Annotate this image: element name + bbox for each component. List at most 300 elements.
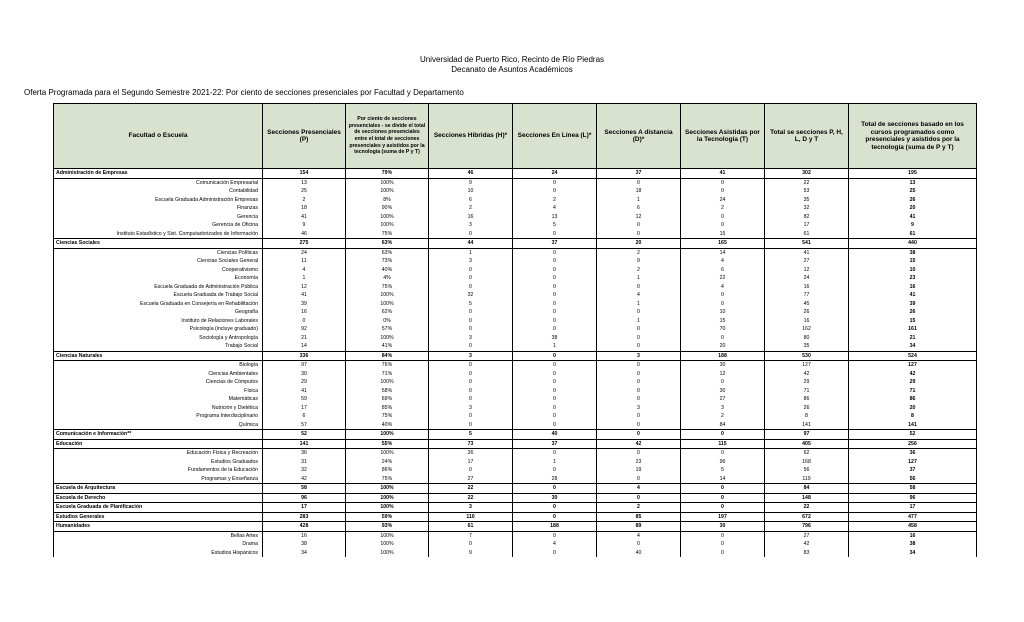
cell-tech-assisted: 30 xyxy=(681,522,765,532)
cell-presential: 92 xyxy=(263,325,346,334)
cell-total-p-t: 39 xyxy=(849,300,977,309)
faculty-row xyxy=(54,239,977,249)
cell-total-all: 82 xyxy=(765,213,849,222)
cell-hybrid: 0 xyxy=(429,308,513,317)
cell-distance: 1 xyxy=(597,274,681,283)
cell-total-all: 35 xyxy=(765,342,849,351)
cell-online: 0 xyxy=(513,449,597,458)
cell-hybrid: 0 xyxy=(429,378,513,387)
cell-percent: 58% xyxy=(346,387,429,396)
cell-name: Fundamentos de la Educación xyxy=(54,466,263,475)
cell-presential: 38 xyxy=(263,540,346,549)
cell-name: Química xyxy=(54,421,263,430)
cell-distance: 37 xyxy=(597,169,681,179)
cell-distance: 0 xyxy=(597,412,681,421)
cell-name: Biología xyxy=(54,361,263,370)
cell-total-p-t: 141 xyxy=(849,421,977,430)
cell-percent: 71% xyxy=(346,370,429,379)
cell-hybrid: 61 xyxy=(429,522,513,532)
cell-presential: 58 xyxy=(263,484,346,494)
cell-name: Escuela Graduada Administración Empresas xyxy=(54,196,263,205)
cell-hybrid: 3 xyxy=(429,257,513,266)
cell-percent: 100% xyxy=(346,334,429,343)
cell-online: 0 xyxy=(513,257,597,266)
department-row xyxy=(54,370,977,379)
cell-tech-assisted: 0 xyxy=(681,484,765,494)
cell-total-p-t: 13 xyxy=(849,178,977,187)
cell-hybrid: 0 xyxy=(429,421,513,430)
cell-name: Comunicación Empresarial xyxy=(54,178,263,187)
department-row xyxy=(54,300,977,309)
cell-hybrid: 22 xyxy=(429,493,513,503)
cell-total-all: 162 xyxy=(765,325,849,334)
cell-presential: 283 xyxy=(263,512,346,522)
cell-total-all: 86 xyxy=(765,395,849,404)
cell-distance: 3 xyxy=(597,351,681,361)
cell-online: 0 xyxy=(513,274,597,283)
department-row xyxy=(54,221,977,230)
department-row xyxy=(54,395,977,404)
cell-percent: 55% xyxy=(346,439,429,449)
cell-total-p-t: 8 xyxy=(849,412,977,421)
col-header-hybrid: Secciones Híbridas (H)* xyxy=(429,104,513,169)
cell-total-all: 27 xyxy=(765,531,849,540)
cell-presential: 336 xyxy=(263,351,346,361)
cell-distance: 0 xyxy=(597,395,681,404)
cell-online: 1 xyxy=(513,342,597,351)
cell-percent: 4% xyxy=(346,274,429,283)
cell-name: Contabilidad xyxy=(54,187,263,196)
cell-tech-assisted: 10 xyxy=(681,308,765,317)
cell-online: 0 xyxy=(513,387,597,396)
cell-total-p-t: 20 xyxy=(849,404,977,413)
cell-tech-assisted: 14 xyxy=(681,248,765,257)
cell-presential: 12 xyxy=(263,283,346,292)
department-row xyxy=(54,196,977,205)
cell-hybrid: 0 xyxy=(429,274,513,283)
cell-total-all: 127 xyxy=(765,361,849,370)
cell-presential: 0 xyxy=(263,317,346,326)
cell-name: Escuela Graduada de Planificación xyxy=(54,503,263,513)
cell-name: Ciencias Sociales General xyxy=(54,257,263,266)
cell-percent: 100% xyxy=(346,531,429,540)
cell-total-all: 22 xyxy=(765,503,849,513)
cell-percent: 41% xyxy=(346,342,429,351)
cell-presential: 42 xyxy=(263,475,346,484)
cell-online: 28 xyxy=(513,475,597,484)
cell-total-all: 541 xyxy=(765,239,849,249)
cell-presential: 41 xyxy=(263,213,346,222)
cell-total-p-t: 161 xyxy=(849,325,977,334)
cell-distance: 12 xyxy=(597,213,681,222)
cell-hybrid: 1 xyxy=(429,248,513,257)
cell-percent: 75% xyxy=(346,412,429,421)
cell-tech-assisted: 115 xyxy=(681,439,765,449)
cell-name: Programa Interdisciplinario xyxy=(54,412,263,421)
cell-distance: 0 xyxy=(597,178,681,187)
cell-total-all: 26 xyxy=(765,308,849,317)
cell-name: Psicología (incluye graduado) xyxy=(54,325,263,334)
cell-name: Ciencias Naturales xyxy=(54,351,263,361)
cell-tech-assisted: 20 xyxy=(681,342,765,351)
cell-hybrid: 9 xyxy=(429,178,513,187)
cell-hybrid: 0 xyxy=(429,540,513,549)
cell-hybrid: 2 xyxy=(429,204,513,213)
cell-distance: 2 xyxy=(597,503,681,513)
cell-distance: 18 xyxy=(597,187,681,196)
cell-percent: 40% xyxy=(346,266,429,275)
cell-total-all: 16 xyxy=(765,283,849,292)
cell-online: 0 xyxy=(513,351,597,361)
cell-distance: 0 xyxy=(597,221,681,230)
faculty-row xyxy=(54,493,977,503)
cell-name: Ciencias Ambientales xyxy=(54,370,263,379)
cell-tech-assisted: 41 xyxy=(681,169,765,179)
cell-hybrid: 0 xyxy=(429,361,513,370)
col-header-online: Secciones En Línea (L)* xyxy=(513,104,597,169)
cell-total-p-t: 41 xyxy=(849,291,977,300)
cell-total-p-t: 16 xyxy=(849,283,977,292)
cell-total-all: 42 xyxy=(765,540,849,549)
cell-presential: 9 xyxy=(263,221,346,230)
cell-name: Geografía xyxy=(54,308,263,317)
cell-name: Economía xyxy=(54,274,263,283)
cell-total-all: 17 xyxy=(765,221,849,230)
cell-name: Programas y Enseñanza xyxy=(54,475,263,484)
cell-percent: 100% xyxy=(346,484,429,494)
cell-hybrid: 9 xyxy=(429,549,513,558)
cell-total-all: 83 xyxy=(765,549,849,558)
col-header-percent: Por ciento de secciones presenciales - se divide el total de secciones presenciales entre el total de secciones presenciales y asistidos por la tecnología (suma de P y T) xyxy=(346,104,429,169)
cell-total-all: 119 xyxy=(765,475,849,484)
cell-presential: 154 xyxy=(263,169,346,179)
cell-name: Estudios Generales xyxy=(54,512,263,522)
cell-total-all: 35 xyxy=(765,196,849,205)
cell-online: 40 xyxy=(513,430,597,440)
cell-name: Drama xyxy=(54,540,263,549)
report-subtitle: Oferta Programada para el Segundo Semestre 2021-22: Por ciento de secciones presenciales por Facultad y Departamento xyxy=(24,88,464,97)
cell-name: Escuela de Arquitectura xyxy=(54,484,263,494)
col-header-total-all: Total se secciones P, H, L, D y T xyxy=(765,104,849,169)
cell-distance: 85 xyxy=(597,512,681,522)
cell-presential: 57 xyxy=(263,421,346,430)
department-row xyxy=(54,540,977,549)
cell-hybrid: 0 xyxy=(429,466,513,475)
cell-hybrid: 22 xyxy=(429,484,513,494)
cell-percent: 100% xyxy=(346,291,429,300)
cell-total-all: 26 xyxy=(765,404,849,413)
faculty-row xyxy=(54,522,977,532)
cell-online: 0 xyxy=(513,291,597,300)
cell-distance: 23 xyxy=(597,458,681,467)
cell-name: Estudios Graduados xyxy=(54,458,263,467)
cell-percent: 59% xyxy=(346,512,429,522)
cell-distance: 0 xyxy=(597,283,681,292)
cell-tech-assisted: 0 xyxy=(681,291,765,300)
cell-presential: 14 xyxy=(263,342,346,351)
cell-online: 5 xyxy=(513,221,597,230)
cell-total-p-t: 127 xyxy=(849,458,977,467)
cell-distance: 4 xyxy=(597,291,681,300)
cell-percent: 63% xyxy=(346,248,429,257)
cell-distance: 0 xyxy=(597,378,681,387)
cell-presential: 275 xyxy=(263,239,346,249)
cell-percent: 86% xyxy=(346,466,429,475)
cell-total-p-t: 34 xyxy=(849,342,977,351)
cell-name: Nutrición y Dietética xyxy=(54,404,263,413)
cell-online: 0 xyxy=(513,283,597,292)
cell-distance: 0 xyxy=(597,308,681,317)
cell-name: Sociología y Antropología xyxy=(54,334,263,343)
cell-name: Trabajo Social xyxy=(54,342,263,351)
cell-tech-assisted: 2 xyxy=(681,412,765,421)
department-row xyxy=(54,213,977,222)
cell-name: Finanzas xyxy=(54,204,263,213)
faculty-row xyxy=(54,512,977,522)
cell-online: 13 xyxy=(513,213,597,222)
cell-presential: 17 xyxy=(263,404,346,413)
university-name: Universidad de Puerto Rico, Recinto de Río Piedras xyxy=(419,55,605,64)
cell-total-p-t: 16 xyxy=(849,531,977,540)
cell-total-p-t: 256 xyxy=(849,439,977,449)
cell-online: 0 xyxy=(513,178,597,187)
cell-tech-assisted: 0 xyxy=(681,213,765,222)
cell-percent: 79% xyxy=(346,169,429,179)
cell-hybrid: 6 xyxy=(429,196,513,205)
cell-distance: 4 xyxy=(597,531,681,540)
cell-presential: 97 xyxy=(263,361,346,370)
cell-tech-assisted: 0 xyxy=(681,221,765,230)
cell-total-p-t: 26 xyxy=(849,308,977,317)
cell-distance: 0 xyxy=(597,421,681,430)
department-row xyxy=(54,449,977,458)
cell-percent: 100% xyxy=(346,549,429,558)
cell-hybrid: 3 xyxy=(429,503,513,513)
cell-percent: 85% xyxy=(346,404,429,413)
department-row xyxy=(54,458,977,467)
cell-total-all: 672 xyxy=(765,512,849,522)
cell-tech-assisted: 30 xyxy=(681,387,765,396)
cell-presential: 6 xyxy=(263,412,346,421)
cell-total-all: 56 xyxy=(765,466,849,475)
department-row xyxy=(54,291,977,300)
cell-total-all: 80 xyxy=(765,334,849,343)
cell-presential: 96 xyxy=(263,493,346,503)
faculty-row xyxy=(54,484,977,494)
cell-presential: 17 xyxy=(263,503,346,513)
cell-total-all: 97 xyxy=(765,430,849,440)
cell-percent: 100% xyxy=(346,213,429,222)
department-row xyxy=(54,334,977,343)
cell-total-p-t: 52 xyxy=(849,430,977,440)
cell-name: Escuela Graduada en Consejería en Rehabilitación xyxy=(54,300,263,309)
cell-name: Humanidades xyxy=(54,522,263,532)
cell-distance: 1 xyxy=(597,196,681,205)
cell-percent: 57% xyxy=(346,325,429,334)
cell-distance: 0 xyxy=(597,230,681,239)
cell-online: 0 xyxy=(513,395,597,404)
cell-name: Escuela de Derecho xyxy=(54,493,263,503)
cell-online: 4 xyxy=(513,540,597,549)
cell-presential: 30 xyxy=(263,370,346,379)
cell-total-all: 53 xyxy=(765,187,849,196)
cell-online: 0 xyxy=(513,325,597,334)
cell-total-all: 796 xyxy=(765,522,849,532)
cell-distance: 0 xyxy=(597,342,681,351)
department-row xyxy=(54,361,977,370)
cell-tech-assisted: 0 xyxy=(681,540,765,549)
cell-online: 0 xyxy=(513,412,597,421)
cell-percent: 62% xyxy=(346,308,429,317)
cell-online: 1 xyxy=(513,458,597,467)
cell-total-all: 302 xyxy=(765,169,849,179)
cell-total-p-t: 29 xyxy=(849,378,977,387)
cell-percent: 100% xyxy=(346,449,429,458)
cell-online: 0 xyxy=(513,230,597,239)
cell-distance: 40 xyxy=(597,549,681,558)
cell-tech-assisted: 0 xyxy=(681,531,765,540)
cell-distance: 0 xyxy=(597,493,681,503)
department-row xyxy=(54,387,977,396)
cell-hybrid: 0 xyxy=(429,266,513,275)
cell-distance: 3 xyxy=(597,404,681,413)
cell-tech-assisted: 14 xyxy=(681,475,765,484)
cell-name: Escuela Graduada de Trabajo Social xyxy=(54,291,263,300)
cell-total-p-t: 20 xyxy=(849,204,977,213)
cell-hybrid: 16 xyxy=(429,213,513,222)
cell-online: 0 xyxy=(513,248,597,257)
cell-total-p-t: 38 xyxy=(849,540,977,549)
cell-tech-assisted: 0 xyxy=(681,334,765,343)
cell-tech-assisted: 0 xyxy=(681,187,765,196)
cell-presential: 18 xyxy=(263,204,346,213)
cell-hybrid: 7 xyxy=(429,531,513,540)
cell-online: 0 xyxy=(513,266,597,275)
department-row xyxy=(54,475,977,484)
cell-percent: 100% xyxy=(346,493,429,503)
cell-online: 38 xyxy=(513,334,597,343)
cell-total-p-t: 42 xyxy=(849,370,977,379)
cell-distance: 2 xyxy=(597,266,681,275)
cell-total-all: 41 xyxy=(765,248,849,257)
department-row xyxy=(54,378,977,387)
cell-hybrid: 3 xyxy=(429,334,513,343)
cell-total-all: 42 xyxy=(765,370,849,379)
cell-total-p-t: 15 xyxy=(849,317,977,326)
cell-online: 0 xyxy=(513,421,597,430)
cell-hybrid: 0 xyxy=(429,283,513,292)
cell-tech-assisted: 15 xyxy=(681,230,765,239)
cell-tech-assisted: 4 xyxy=(681,283,765,292)
cell-hybrid: 10 xyxy=(429,187,513,196)
cell-tech-assisted: 24 xyxy=(681,196,765,205)
cell-online: 188 xyxy=(513,522,597,532)
cell-hybrid: 0 xyxy=(429,325,513,334)
col-header-tech-assisted: Secciones Asistidas por la Tecnología (T) xyxy=(681,104,765,169)
cell-total-all: 45 xyxy=(765,300,849,309)
cell-presential: 141 xyxy=(263,439,346,449)
cell-presential: 24 xyxy=(263,248,346,257)
cell-online: 0 xyxy=(513,187,597,196)
cell-online: 4 xyxy=(513,204,597,213)
cell-presential: 36 xyxy=(263,449,346,458)
cell-name: Escuela Graduada de Administración Pública xyxy=(54,283,263,292)
cell-distance: 0 xyxy=(597,334,681,343)
cell-distance: 9 xyxy=(597,257,681,266)
department-row xyxy=(54,421,977,430)
cell-tech-assisted: 0 xyxy=(681,449,765,458)
cell-distance: 19 xyxy=(597,466,681,475)
cell-online: 0 xyxy=(513,404,597,413)
cell-online: 0 xyxy=(513,308,597,317)
cell-percent: 93% xyxy=(346,522,429,532)
col-header-faculty: Facultad o Escuela xyxy=(54,104,263,169)
cell-percent: 100% xyxy=(346,187,429,196)
cell-distance: 2 xyxy=(597,248,681,257)
cell-total-all: 29 xyxy=(765,378,849,387)
cell-name: Gerencia xyxy=(54,213,263,222)
cell-presential: 1 xyxy=(263,274,346,283)
faculty-row xyxy=(54,503,977,513)
cell-presential: 41 xyxy=(263,387,346,396)
cell-percent: 100% xyxy=(346,178,429,187)
cell-total-all: 8 xyxy=(765,412,849,421)
cell-hybrid: 27 xyxy=(429,475,513,484)
cell-total-p-t: 37 xyxy=(849,466,977,475)
cell-hybrid: 44 xyxy=(429,239,513,249)
cell-hybrid: 0 xyxy=(429,395,513,404)
cell-percent: 75% xyxy=(346,283,429,292)
cell-total-all: 530 xyxy=(765,351,849,361)
cell-total-p-t: 21 xyxy=(849,334,977,343)
cell-hybrid: 17 xyxy=(429,458,513,467)
cell-total-p-t: 458 xyxy=(849,522,977,532)
cell-online: 0 xyxy=(513,378,597,387)
cell-tech-assisted: 0 xyxy=(681,493,765,503)
cell-hybrid: 3 xyxy=(429,221,513,230)
cell-total-p-t: 61 xyxy=(849,230,977,239)
cell-tech-assisted: 30 xyxy=(681,361,765,370)
cell-percent: 100% xyxy=(346,300,429,309)
cell-tech-assisted: 27 xyxy=(681,395,765,404)
cell-name: Comunicación e Información** xyxy=(54,430,263,440)
cell-percent: 0% xyxy=(346,317,429,326)
faculty-row xyxy=(54,169,977,179)
cell-tech-assisted: 70 xyxy=(681,325,765,334)
cell-total-p-t: 26 xyxy=(849,196,977,205)
cell-tech-assisted: 188 xyxy=(681,351,765,361)
cell-tech-assisted: 4 xyxy=(681,257,765,266)
cell-total-p-t: 25 xyxy=(849,187,977,196)
cell-tech-assisted: 165 xyxy=(681,239,765,249)
cell-name: Educación Física y Recreación xyxy=(54,449,263,458)
cell-presential: 428 xyxy=(263,522,346,532)
cell-total-p-t: 127 xyxy=(849,361,977,370)
cell-percent: 100% xyxy=(346,221,429,230)
cell-total-p-t: 23 xyxy=(849,274,977,283)
cell-name: Ciencias Políticas xyxy=(54,248,263,257)
cell-tech-assisted: 96 xyxy=(681,458,765,467)
cell-online: 0 xyxy=(513,300,597,309)
department-row xyxy=(54,412,977,421)
cell-total-p-t: 86 xyxy=(849,395,977,404)
cell-hybrid: 0 xyxy=(429,387,513,396)
table-header-row xyxy=(54,104,977,169)
cell-total-all: 84 xyxy=(765,484,849,494)
cell-tech-assisted: 197 xyxy=(681,512,765,522)
cell-presential: 21 xyxy=(263,334,346,343)
cell-online: 37 xyxy=(513,239,597,249)
